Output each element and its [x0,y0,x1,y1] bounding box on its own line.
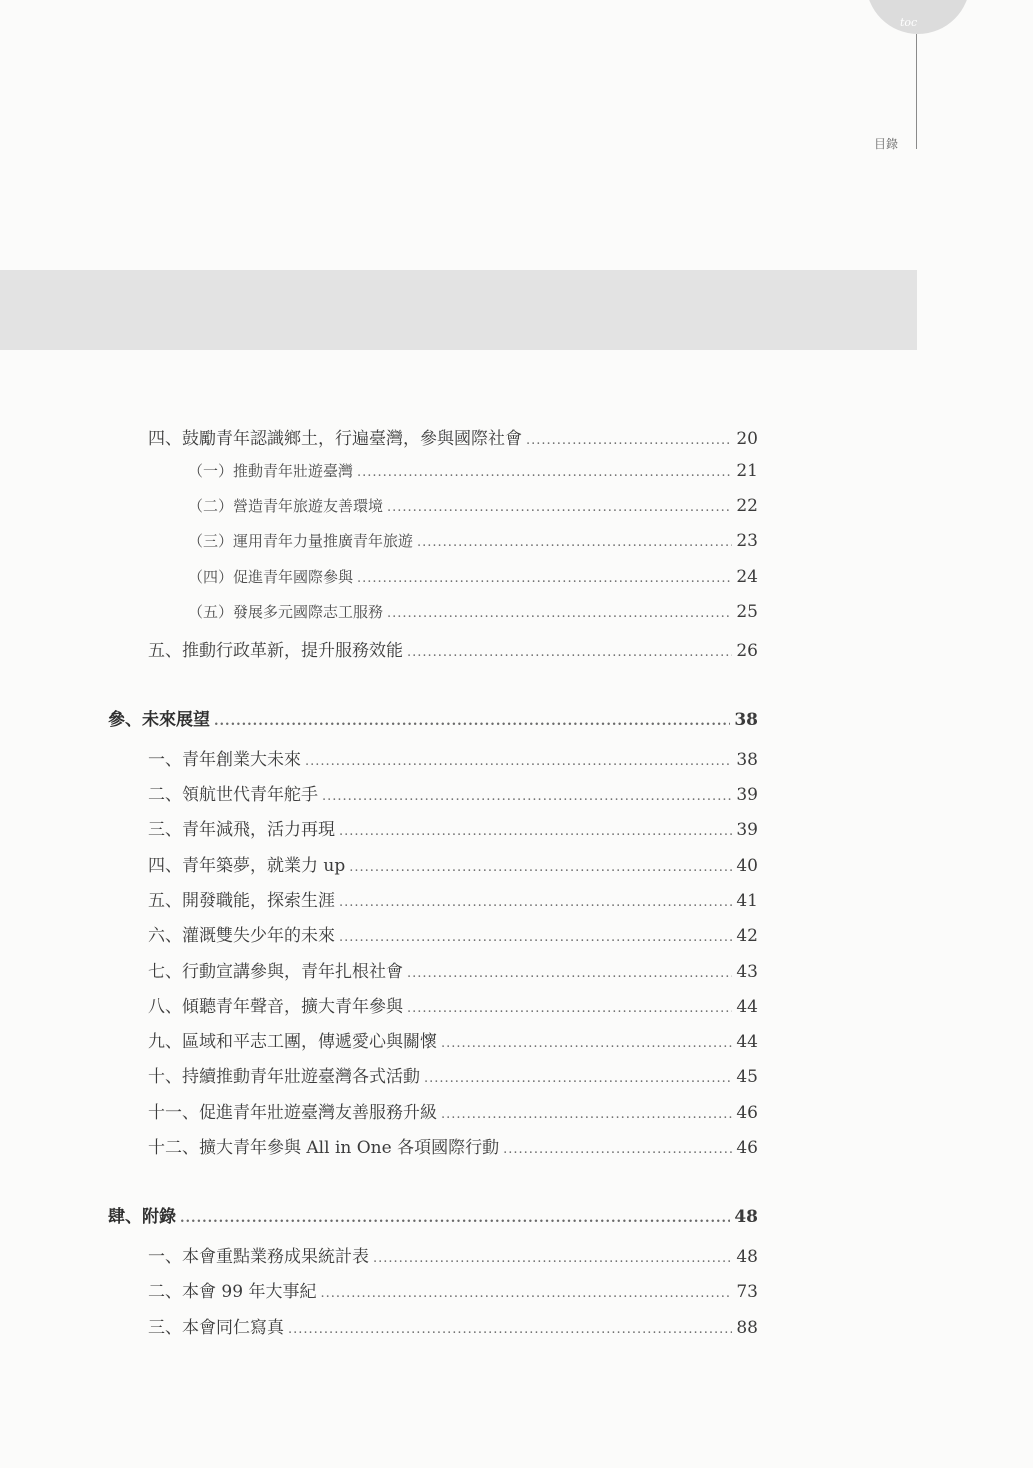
toc-entry[interactable]: 五、開發職能，探索生涯 ..... 41 [148,886,758,911]
toc-entry[interactable]: 十、持續推動青年壯遊臺灣各式活動 ..... 45 [148,1062,758,1087]
toc-entry[interactable]: 一、本會重點業務成果統計表 ..... 48 [148,1242,758,1267]
corner-decoration [866,0,970,34]
toc-entry[interactable]: 二、領航世代青年舵手 ..... 39 [148,780,758,805]
toc-entry[interactable]: 六、灌溉雙失少年的未來 ..... 42 [148,921,758,946]
toc-entry[interactable]: 四、鼓勵青年認識鄉土，行遍臺灣，參與國際社會 ..... 20 [148,424,758,449]
toc-entry[interactable]: 十二、擴大青年參與 All in One 各項國際行動 ..... 46 [148,1133,758,1158]
toc-entry[interactable]: （五）發展多元國際志工服務 ..... 25 [188,601,758,622]
title-band [0,270,917,350]
corner-label: toc [900,16,918,29]
toc-entry[interactable]: 十一、促進青年壯遊臺灣友善服務升級 ..... 46 [148,1098,758,1123]
toc-entry[interactable]: （一）推動青年壯遊臺灣 ..... 21 [188,460,758,481]
toc-entry[interactable]: 四、青年築夢，就業力 up ..... 40 [148,851,758,876]
toc-entry[interactable]: 八、傾聽青年聲音，擴大青年參與 ..... 44 [148,992,758,1017]
header-divider [916,34,917,149]
toc-entry[interactable]: 七、行動宣講參與，青年扎根社會 ..... 43 [148,957,758,982]
toc-entry[interactable]: （二）營造青年旅遊友善環境 ..... 22 [188,495,758,516]
toc-entry[interactable]: 五、推動行政革新，提升服務效能 ..... 26 [148,636,758,661]
toc-section-heading[interactable]: 參、未來展望 ..... 38 [108,705,758,730]
toc-entry[interactable]: 一、青年創業大未來 ..... 38 [148,745,758,770]
toc-section-heading[interactable]: 肆、附錄 ..... 48 [108,1202,758,1227]
toc-entry[interactable]: （四）促進青年國際參與 ..... 24 [188,566,758,587]
toc-entry[interactable]: 三、青年減飛，活力再現 ..... 39 [148,815,758,840]
toc-entry[interactable]: （三）運用青年力量推廣青年旅遊 ..... 23 [188,530,758,551]
toc-entry[interactable]: 二、本會 99 年大事紀 ..... 73 [148,1277,758,1302]
section-label: 目錄 [874,137,899,151]
toc-entry[interactable]: 三、本會同仁寫真 ..... 88 [148,1313,758,1338]
toc-entry[interactable]: 九、區域和平志工團，傳遞愛心與關懷 ..... 44 [148,1027,758,1052]
